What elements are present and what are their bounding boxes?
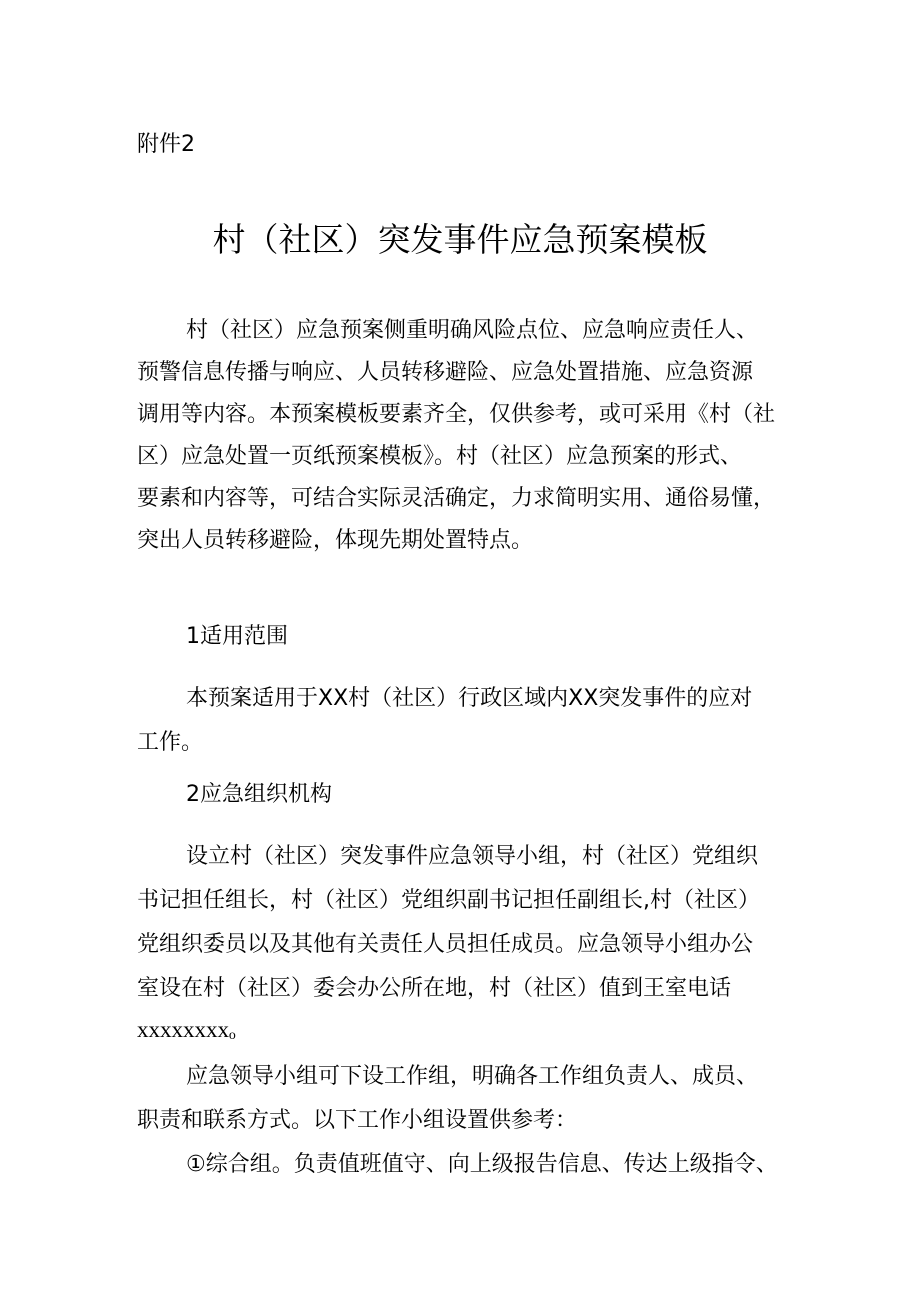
intro-line: 突出人员转移避险，体现先期处置特点。 [137,528,534,553]
body-line: 本预案适用于XX村（社区）行政区域内XX突发事件的应对 [186,686,753,711]
intro-line: 预警信息传播与响应、人员转移避险、应急处置措施、应急资源 [137,360,754,385]
body-line: 工作。 [137,730,204,755]
section-heading: 2应急组织机构 [186,782,332,807]
body-line: 应急领导小组可下设工作组，明确各工作组负责人、成员、 [186,1064,759,1089]
section-heading: 1适用范围 [186,624,288,649]
body-line: 职责和联系方式。以下工作小组设置供参考： [137,1108,578,1133]
body-line: 书记担任组长，村（社区）党组织副书记担任副组长,村（社区） [137,888,760,913]
intro-line: 调用等内容。本预案模板要素齐全，仅供参考，或可采用《村（社 [137,402,776,427]
body-line: 党组织委员以及其他有关责任人员担任成员。应急领导小组办公 [137,932,754,957]
phone-number: xxxxxxxxₒ [137,1017,236,1042]
body-line: 设立村（社区）突发事件应急领导小组，村（社区）党组织 [186,844,759,869]
intro-line: 要素和内容等，可结合实际灵活确定，力求简明实用、通俗易懂， [137,486,776,511]
document-title: 村（社区）突发事件应急预案模板 [212,220,708,259]
intro-line: 村（社区）应急预案侧重明确风险点位、应急响应责任人、 [186,318,759,343]
attachment-label: 附件2 [137,132,195,157]
intro-line: 区）应急处置一页纸预案模板》。村（社区）应急预案的形式、 [137,444,743,469]
body-line: 室设在村（社区）委会办公所在地，村（社区）值到王室电话 [137,976,732,1001]
list-item: ①综合组。负责值班值守、向上级报告信息、传达上级指令、 [186,1152,778,1177]
